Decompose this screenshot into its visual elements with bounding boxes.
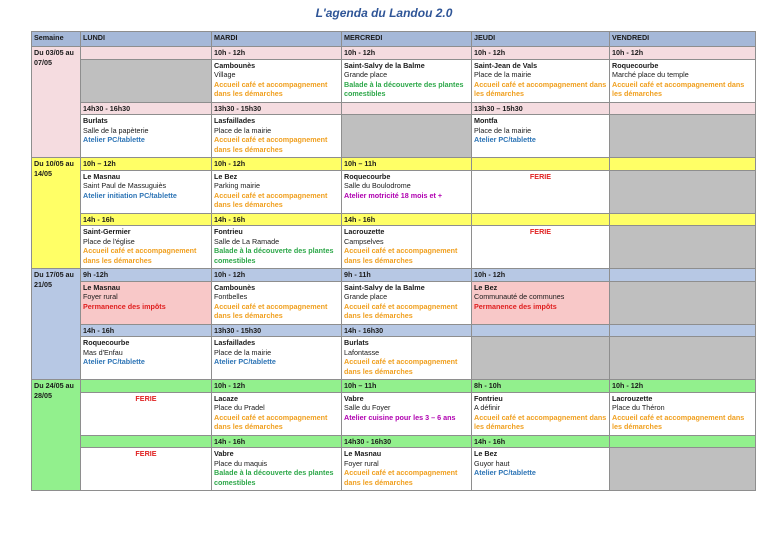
slot-vendredi: [610, 226, 756, 269]
week-label: Du 03/05 au 07/05: [32, 47, 81, 158]
slot-place: Campselves: [344, 236, 384, 246]
slot-town: Burlats: [83, 116, 108, 125]
slot-mardi: [212, 392, 342, 435]
time-lundi: [81, 380, 212, 393]
slot-town: Vabre: [344, 393, 364, 403]
slot-vendredi: [610, 448, 756, 491]
slot-town: Saint-Salvy de la Balme: [344, 60, 425, 70]
time-mardi: 10h - 12h: [212, 47, 342, 60]
slot-place: Place du Pradel: [214, 403, 265, 412]
time-vendredi: [610, 324, 756, 337]
slot-place: Place du Théron: [612, 403, 665, 412]
time-mercredi: 10h – 11h: [342, 380, 472, 393]
slot-lundi: [81, 337, 212, 380]
slot-place: Grande place: [344, 70, 388, 79]
time-vendredi: [610, 435, 756, 448]
slot-mardi: [212, 59, 342, 102]
time-jeudi: 8h - 10h: [472, 380, 610, 393]
time-mercredi: 10h - 12h: [342, 47, 472, 60]
slot-mardi: [212, 170, 342, 213]
time-mardi: 14h - 16h: [212, 435, 342, 448]
slot-place: Mas d'Enfau: [83, 347, 123, 357]
time-lundi: 14h30 - 16h30: [81, 102, 212, 115]
slot-lundi: [81, 226, 212, 269]
slot-vendredi: [610, 392, 756, 435]
slot-mardi: [212, 337, 342, 380]
time-mardi: 10h - 12h: [212, 158, 342, 171]
ferie-label: FERIE: [81, 448, 212, 491]
slot-town: Fontrieu: [474, 393, 503, 403]
slot-place: Place de l'église: [83, 236, 135, 246]
time-row: [32, 213, 756, 226]
activity-row: [32, 392, 756, 435]
slot-town: Roquecourbe: [612, 60, 659, 70]
time-row: [32, 269, 756, 282]
slot-vendredi: [610, 115, 756, 158]
slot-jeudi: [472, 281, 610, 324]
slot-mercredi: [342, 392, 472, 435]
header-lundi: LUNDI: [81, 32, 212, 47]
slot-mercredi: [342, 337, 472, 380]
slot-mercredi: [342, 59, 472, 102]
slot-place: Salle du Boulodrome: [344, 181, 411, 190]
slot-mercredi: [342, 115, 472, 158]
activity-row: [32, 337, 756, 380]
time-vendredi: 10h - 12h: [610, 380, 756, 393]
slot-activity: Atelier PC/tablette: [214, 357, 276, 366]
agenda-table: [31, 31, 756, 491]
slot-place: Guyor haut: [474, 458, 510, 468]
slot-mardi: [212, 448, 342, 491]
slot-lundi: [81, 281, 212, 324]
slot-vendredi: [610, 59, 756, 102]
slot-town: Cambounès: [214, 60, 256, 70]
slot-town: Montfa: [474, 116, 498, 125]
time-mercredi: 14h - 16h: [342, 213, 472, 226]
slot-place: Salle de La Ramade: [214, 236, 280, 246]
slot-town: Le Bez: [474, 449, 498, 458]
time-lundi: 9h -12h: [81, 269, 212, 282]
time-mercredi: 9h - 11h: [342, 269, 472, 282]
time-mardi: 10h - 12h: [212, 269, 342, 282]
slot-jeudi: [472, 59, 610, 102]
time-jeudi: [472, 213, 610, 226]
time-row: [32, 380, 756, 393]
slot-activity: Atelier cuisine pour les 3 – 6 ans: [344, 412, 456, 422]
time-row: [32, 102, 756, 115]
slot-activity: Atelier motricité 18 mois et +: [344, 190, 443, 200]
time-jeudi: 13h30 – 15h30: [472, 102, 610, 115]
week-label: Du 10/05 au 14/05: [32, 158, 81, 269]
slot-mercredi: [342, 448, 472, 491]
header-row: [32, 32, 756, 47]
time-vendredi: [610, 213, 756, 226]
slot-jeudi: [472, 337, 610, 380]
slot-activity: Atelier PC/tablette: [474, 135, 536, 144]
activity-row: [32, 59, 756, 102]
time-jeudi: 14h - 16h: [472, 435, 610, 448]
header-jeudi: JEUDI: [472, 32, 610, 47]
slot-place: Communauté de communes: [474, 292, 565, 301]
slot-town: Le Bez: [214, 171, 238, 181]
slot-activity: Accueil café et accompagnement dans les démarches: [214, 135, 328, 154]
time-mardi: 13h30 - 15h30: [212, 324, 342, 337]
header-semaine: Semaine: [32, 32, 81, 47]
time-jeudi: [472, 158, 610, 171]
time-jeudi: 10h - 12h: [472, 269, 610, 282]
time-jeudi: [472, 324, 610, 337]
week-label: Du 24/05 au 28/05: [32, 380, 81, 491]
slot-activity: Accueil café et accompagnement dans les démarches: [214, 79, 328, 98]
slot-mercredi: [342, 226, 472, 269]
slot-lundi: [81, 115, 212, 158]
time-mardi: 13h30 - 15h30: [212, 102, 342, 115]
activity-row: [32, 281, 756, 324]
slot-jeudi: [472, 115, 610, 158]
slot-activity: Atelier initiation PC/tablette: [83, 190, 177, 200]
slot-mercredi: [342, 170, 472, 213]
slot-place: Place de la mairie: [214, 347, 272, 357]
slot-place: Place de la mairie: [474, 70, 532, 79]
time-mercredi: 10h – 11h: [342, 158, 472, 171]
slot-town: Roquecourbe: [344, 171, 391, 181]
time-mercredi: 14h - 16h30: [342, 324, 472, 337]
slot-activity: Balade à la découverte des plantes comestibles: [214, 468, 334, 487]
slot-place: Saint Paul de Massuguiès: [83, 181, 167, 190]
slot-mercredi: [342, 281, 472, 324]
slot-place: Salle du Foyer: [344, 403, 391, 412]
slot-mardi: [212, 115, 342, 158]
slot-town: Le Masnau: [83, 171, 121, 181]
slot-place: Foyer rural: [344, 458, 379, 468]
activity-row: [32, 170, 756, 213]
slot-activity: Accueil café et accompagnement dans les démarches: [344, 357, 458, 376]
slot-town: Lacrouzette: [612, 393, 653, 403]
slot-activity: Accueil café et accompagnement dans les démarches: [214, 301, 328, 320]
slot-place: Marché place du temple: [612, 70, 689, 79]
slot-town: Le Masnau: [344, 449, 382, 458]
slot-activity: Accueil café et accompagnement dans les démarches: [474, 79, 607, 98]
slot-activity: Accueil café et accompagnement dans les démarches: [612, 412, 745, 431]
time-lundi: 14h - 16h: [81, 213, 212, 226]
time-row: [32, 47, 756, 60]
slot-town: Lasfaillades: [214, 338, 256, 347]
slot-town: Saint-Germier: [83, 227, 131, 236]
slot-place: Grande place: [344, 292, 388, 301]
slot-lundi: [81, 59, 212, 102]
slot-mardi: [212, 281, 342, 324]
slot-activity: Atelier PC/tablette: [474, 468, 536, 477]
slot-jeudi: [472, 392, 610, 435]
ferie-label: FERIE: [472, 170, 610, 213]
slot-activity: Atelier PC/tablette: [83, 357, 145, 366]
activity-row: [32, 226, 756, 269]
slot-place: Foyer rural: [83, 292, 118, 301]
slot-town: Burlats: [344, 338, 369, 347]
slot-town: Le Bez: [474, 282, 498, 292]
activity-row: [32, 115, 756, 158]
time-row: [32, 435, 756, 448]
slot-mardi: [212, 226, 342, 269]
page-title: L'agenda du Landou 2.0: [315, 6, 453, 20]
slot-town: Le Masnau: [83, 282, 121, 292]
slot-activity: Accueil café et accompagnement dans les démarches: [83, 246, 197, 265]
time-jeudi: 10h - 12h: [472, 47, 610, 60]
ferie-label: FERIE: [81, 392, 212, 435]
time-lundi: [81, 47, 212, 60]
slot-activity: Balade à la découverte des plantes comestibles: [214, 246, 334, 265]
slot-activity: Balade à la découverte des plantes comestibles: [344, 79, 464, 98]
slot-place: A définir: [474, 403, 500, 412]
time-mardi: 14h - 16h: [212, 213, 342, 226]
time-row: [32, 324, 756, 337]
slot-activity: Accueil café et accompagnement dans les démarches: [612, 79, 745, 98]
slot-town: Saint-Salvy de la Balme: [344, 282, 425, 292]
time-vendredi: [610, 158, 756, 171]
slot-activity: Permanence des impôts: [474, 301, 557, 311]
slot-place: Lafontasse: [344, 347, 380, 357]
week-label: Du 17/05 au 21/05: [32, 269, 81, 380]
slot-town: Saint-Jean de Vals: [474, 60, 538, 70]
slot-town: Vabre: [214, 449, 234, 458]
slot-vendredi: [610, 337, 756, 380]
time-mardi: 10h - 12h: [212, 380, 342, 393]
activity-row: [32, 448, 756, 491]
slot-place: Fontbelles: [214, 292, 248, 301]
time-vendredi: [610, 102, 756, 115]
slot-activity: Accueil café et accompagnement dans les démarches: [344, 301, 458, 320]
slot-place: Place du maquis: [214, 458, 268, 468]
slot-activity: Accueil café et accompagnement dans les démarches: [214, 412, 328, 431]
header-vendredi: VENDREDI: [610, 32, 756, 47]
slot-activity: Accueil café et accompagnement dans les démarches: [474, 412, 607, 431]
slot-activity: Atelier PC/tablette: [83, 135, 145, 144]
time-mercredi: [342, 102, 472, 115]
slot-activity: Permanence des impôts: [83, 301, 166, 311]
time-lundi: 14h - 16h: [81, 324, 212, 337]
header-mercredi: MERCREDI: [342, 32, 472, 47]
slot-town: Lacrouzette: [344, 227, 385, 236]
slot-place: Place de la mairie: [474, 125, 532, 135]
slot-vendredi: [610, 281, 756, 324]
slot-place: Salle de la papèterie: [83, 125, 149, 135]
slot-place: Parking mairie: [214, 181, 260, 190]
slot-lundi: [81, 170, 212, 213]
slot-town: Cambounès: [214, 282, 256, 292]
slot-place: Village: [214, 70, 236, 79]
slot-town: Fontrieu: [214, 227, 243, 236]
header-mardi: MARDI: [212, 32, 342, 47]
time-lundi: 10h – 12h: [81, 158, 212, 171]
slot-town: Roquecourbe: [83, 338, 130, 347]
slot-vendredi: [610, 170, 756, 213]
time-row: [32, 158, 756, 171]
time-lundi: [81, 435, 212, 448]
slot-activity: Accueil café et accompagnement dans les démarches: [344, 468, 458, 487]
time-vendredi: 10h - 12h: [610, 47, 756, 60]
time-vendredi: [610, 269, 756, 282]
slot-activity: Accueil café et accompagnement dans les démarches: [344, 246, 458, 265]
slot-town: Lacaze: [214, 393, 238, 403]
slot-town: Lasfaillades: [214, 116, 256, 125]
ferie-label: FERIE: [472, 226, 610, 269]
slot-jeudi: [472, 448, 610, 491]
time-mercredi: 14h30 - 16h30: [342, 435, 472, 448]
slot-place: Place de la mairie: [214, 125, 272, 135]
slot-activity: Accueil café et accompagnement dans les démarches: [214, 190, 328, 209]
